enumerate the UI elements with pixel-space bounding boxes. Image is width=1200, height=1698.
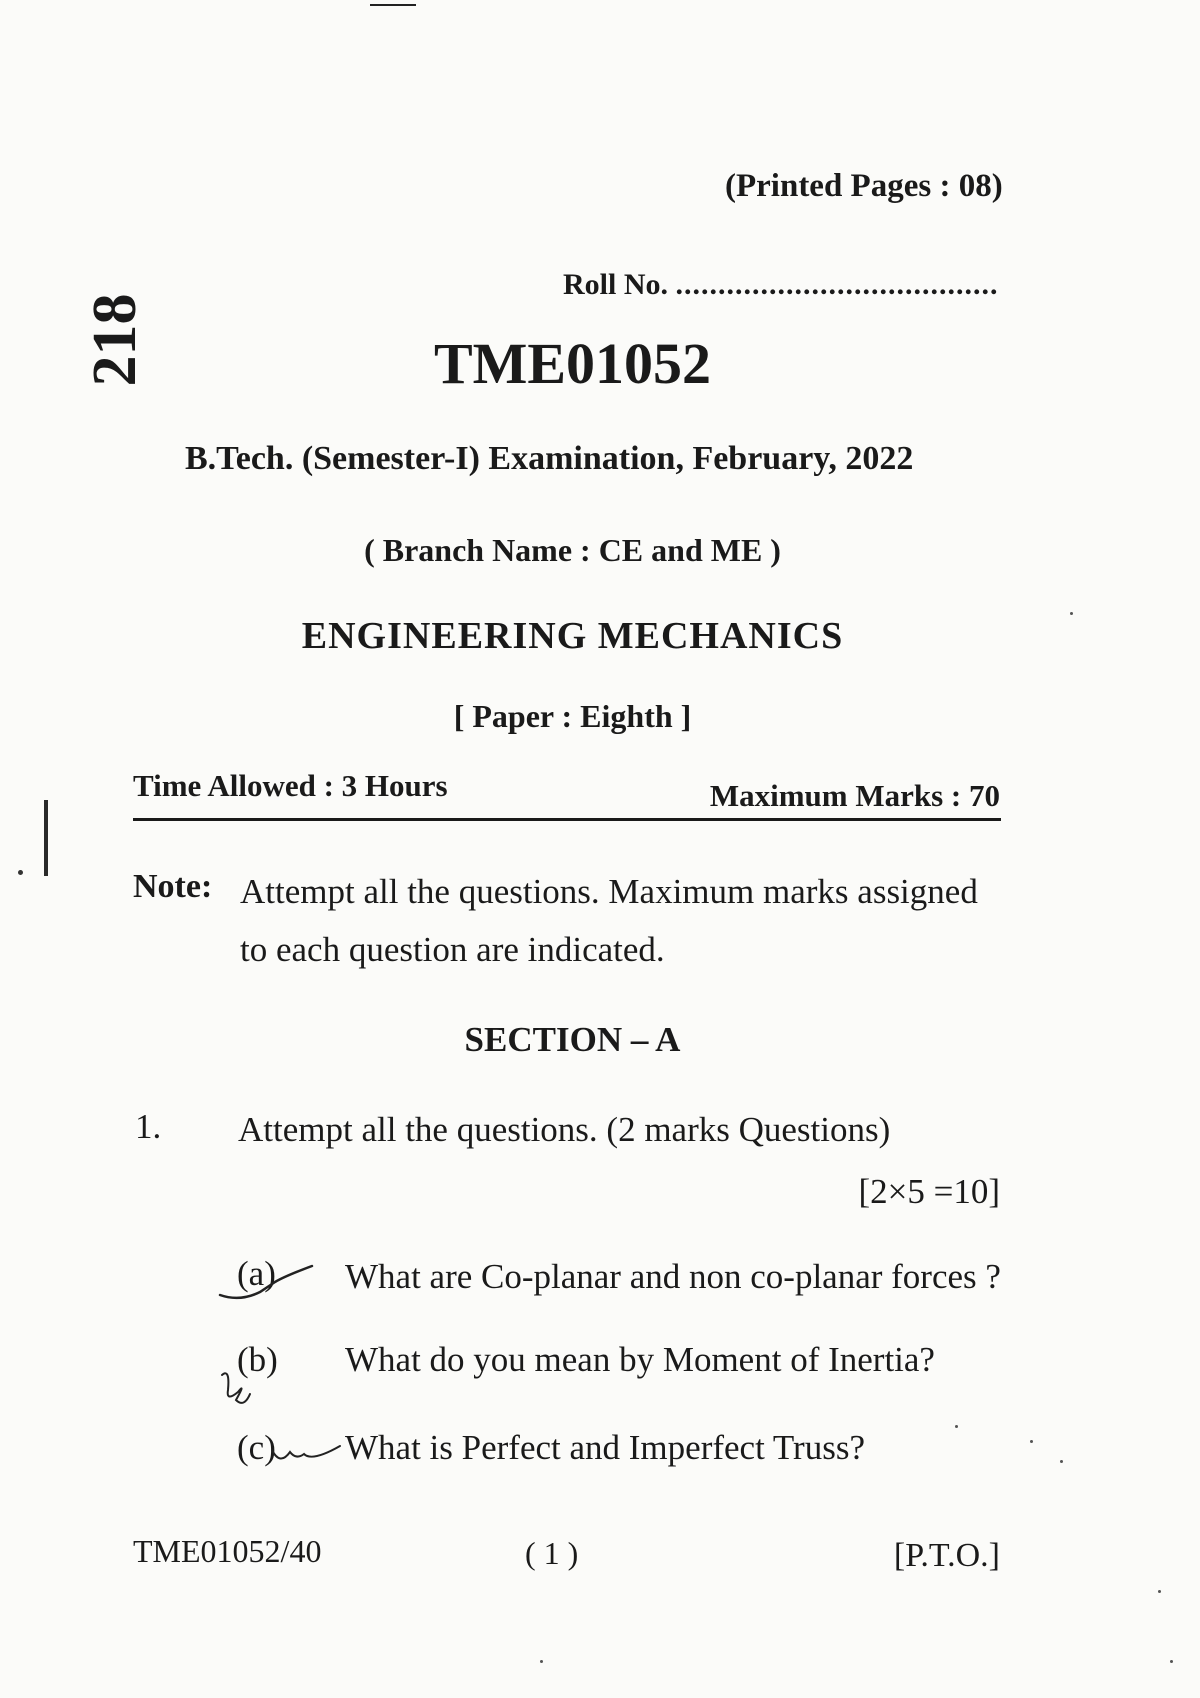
printed-pages: (Printed Pages : 08) [725,168,1003,204]
footer-pto: [P.T.O.] [893,1537,1000,1574]
sub-question-label: (b) [237,1340,278,1379]
roll-no-dots: ...................................... [675,268,999,301]
sub-question-label: (a) [237,1254,276,1293]
footer-page-number: ( 1 ) [525,1535,579,1571]
sub-question-text: What is Perfect and Imperfect Truss? [345,1428,865,1467]
side-code: 218 [81,293,149,387]
sub-question-label: (c) [237,1428,276,1467]
note-line-2: to each question are indicated. [240,930,665,969]
scan-speck [540,1660,543,1663]
maximum-marks: Maximum Marks : 70 [709,778,1000,813]
subject-title: ENGINEERING MECHANICS [301,615,844,657]
top-scan-mark [370,4,416,6]
question-text: Attempt all the questions. (2 marks Questions) [238,1110,891,1149]
scan-speck [1170,1660,1173,1663]
section-title: SECTION – A [464,1020,681,1059]
question-marks: [2×5 =10] [858,1172,1000,1211]
scan-speck [1158,1590,1161,1593]
time-allowed: Time Allowed : 3 Hours [133,768,448,803]
roll-no [563,268,999,302]
note-label: Note: [133,868,213,905]
header-divider [133,818,1001,821]
scan-speck [955,1425,958,1428]
branch-name: ( Branch Name : CE and ME ) [364,532,781,568]
roll-no-label: Roll No. [563,268,668,301]
sub-question-text: What are Co-planar and non co-planar forces ? [345,1257,1001,1296]
paper-number: [ Paper : Eighth ] [453,698,692,734]
scan-speck [1070,612,1073,615]
scan-speck [1060,1460,1063,1463]
exam-title: B.Tech. (Semester-I) Examination, February, 2022 [185,440,914,477]
note-line-1: Attempt all the questions. Maximum marks assigned [240,872,978,911]
handwritten-tick-marks [200,1240,360,1480]
scan-speck [1030,1440,1033,1443]
scan-margin-dot [18,870,23,875]
sub-question-text: What do you mean by Moment of Inertia? [345,1340,935,1379]
paper-code: TME01052 [433,331,712,396]
scan-margin-bar [44,800,48,876]
footer-paper-code: TME01052/40 [133,1533,322,1569]
question-number: 1. [135,1107,162,1146]
